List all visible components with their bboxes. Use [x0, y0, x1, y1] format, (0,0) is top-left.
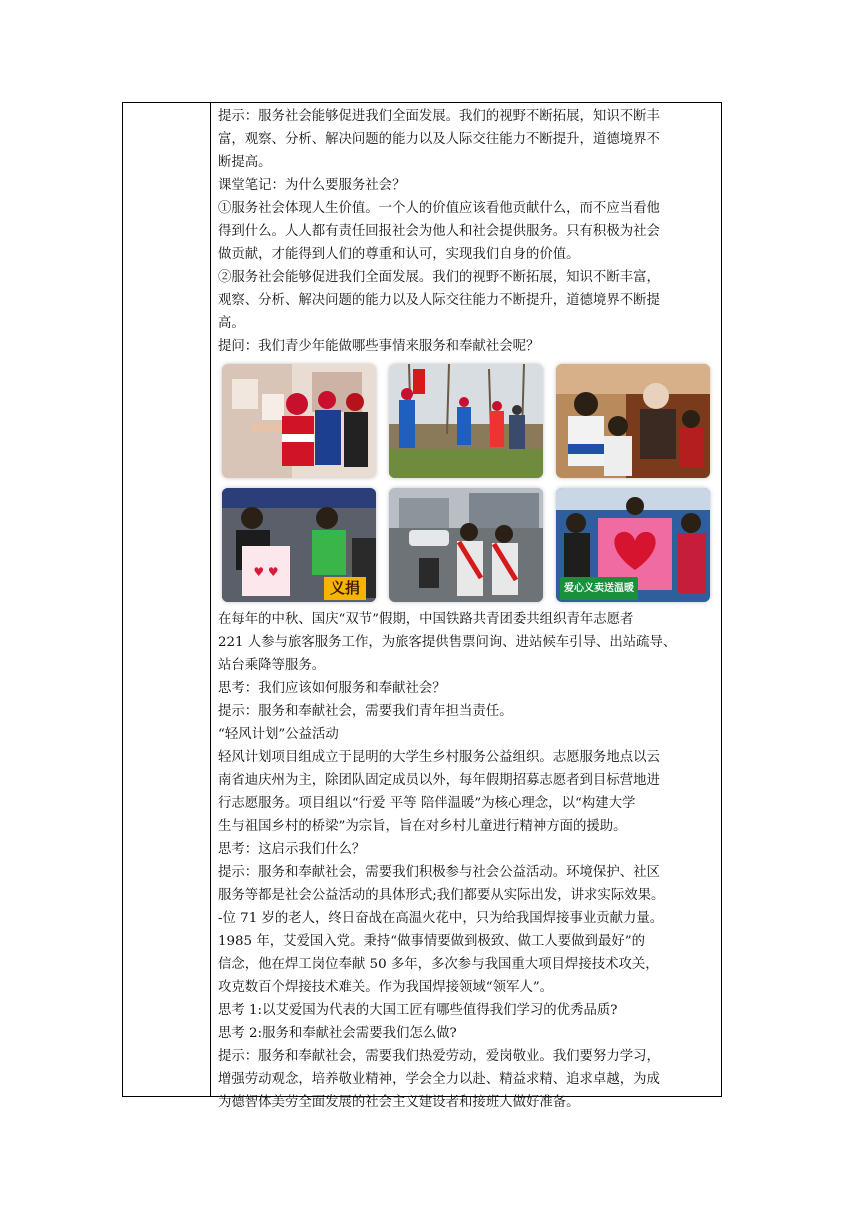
- text-line: 站台乘降等服务。: [218, 658, 326, 673]
- text-line: 断提高。: [218, 155, 272, 170]
- photo-donation-box: [222, 488, 376, 602]
- text-line: 信念，他在焊工岗位奉献 50 多年，多次参与我国重大项目焊接技术攻关，: [218, 957, 659, 972]
- text-line: 思考：我们应该如何服务和奉献社会？: [218, 681, 446, 696]
- text-line: ①服务社会体现人生价值。一个人的价值应该看他贡献什么，而不应当看他: [218, 201, 660, 216]
- text-line: 思考 2:服务和奉献社会需要我们怎么做?: [218, 1026, 457, 1041]
- text-line: 为德智体美劳全面发展的社会主义建设者和接班人做好准备。: [218, 1095, 580, 1110]
- text-line: 攻克数百个焊接技术难关。作为我国焊接领域“领军人”。: [218, 980, 554, 995]
- text-line: 思考 1:以艾爱国为代表的大国工匠有哪些值得我们学习的优秀品质?: [218, 1003, 618, 1018]
- photo-caption-donation: 义捐: [324, 577, 366, 600]
- svg-text:♥ ♥: ♥ ♥: [253, 565, 279, 579]
- photo-charity-sale: [556, 488, 710, 602]
- text-line: 高。: [218, 316, 245, 331]
- text-line: 提示：服务和奉献社会，需要我们青年担当责任。: [218, 704, 513, 719]
- text-line: 221 人参与旅客服务工作，为旅客提供售票问询、进站候车引导、出站疏导、: [218, 635, 677, 650]
- text-line: 行志愿服务。项目组以“行爱 平等 陪伴温暖”为核心理念，以“构建大学: [218, 796, 636, 811]
- text-line: 1985 年，艾爱国入党。秉持“做事情要做到极致、做工人要做到最好”的: [218, 934, 645, 949]
- photo-visiting-elderly: [556, 364, 710, 478]
- text-line: 提示：服务和奉献社会，需要我们热爱劳动，爱岗敬业。我们要努力学习，: [218, 1049, 660, 1064]
- photo-cleaning-posters: [222, 364, 376, 478]
- text-line: 做贡献，才能得到人们的尊重和认可，实现我们自身的价值。: [218, 247, 580, 262]
- text-line: 在每年的中秋、国庆“双节”假期，中国铁路共青团委共组织青年志愿者: [218, 612, 634, 627]
- text-line: 服务等都是社会公益活动的具体形式;我们都要从实际出发，讲求实际效果。: [218, 888, 665, 903]
- text-line: 生与祖国乡村的桥梁”为宗旨，旨在对乡村儿童进行精神方面的援助。: [218, 819, 627, 834]
- text-line: 提问：我们青少年能做哪些事情来服务和奉献社会呢？: [218, 339, 540, 354]
- text-line: 得到什么。人人都有责任回报社会为他人和社会提供服务。只有积极为社会: [218, 224, 660, 239]
- text-line: 南省迪庆州为主，除团队固定成员以外，每年假期招募志愿者到目标营地进: [218, 773, 660, 788]
- text-line: 思考：这启示我们什么？: [218, 842, 366, 857]
- text-line: “轻风计划”公益活动: [218, 727, 339, 742]
- text-line: 轻风计划项目组成立于昆明的大学生乡村服务公益组织。志愿服务地点以云: [218, 750, 660, 765]
- photo-street-volunteers: [389, 488, 543, 602]
- left-column-cell: [123, 103, 211, 1096]
- text-line: 课堂笔记：为什么要服务社会？: [218, 178, 406, 193]
- text-line: ②服务社会能够促进我们全面发展。我们的视野不断拓展，知识不断丰富，: [218, 270, 660, 285]
- lesson-table: [122, 102, 722, 1110]
- photo-caption-charity-sale: 爱心义卖送温暖: [560, 577, 638, 600]
- text-line: 富，观察、分析、解决问题的能力以及人际交往能力不断提升，道德境界不: [218, 132, 660, 147]
- text-line: 增强劳动观念，培养敬业精神，学会全力以赴、精益求精、追求卓越，为成: [218, 1072, 660, 1087]
- volunteer-photo-grid: [222, 364, 718, 602]
- text-line: 提示：服务社会能够促进我们全面发展。我们的视野不断拓展，知识不断丰: [218, 109, 660, 124]
- text-line: -位 71 岁的老人，终日奋战在高温火花中，只为给我国焊接事业贡献力量。: [218, 911, 664, 926]
- content-cell: [218, 105, 718, 1114]
- photo-tree-planting: [389, 364, 543, 478]
- text-line: 观察、分析、解决问题的能力以及人际交往能力不断提升，道德境界不断提: [218, 293, 660, 308]
- text-line: 提示：服务和奉献社会，需要我们积极参与社会公益活动。环境保护、社区: [218, 865, 660, 880]
